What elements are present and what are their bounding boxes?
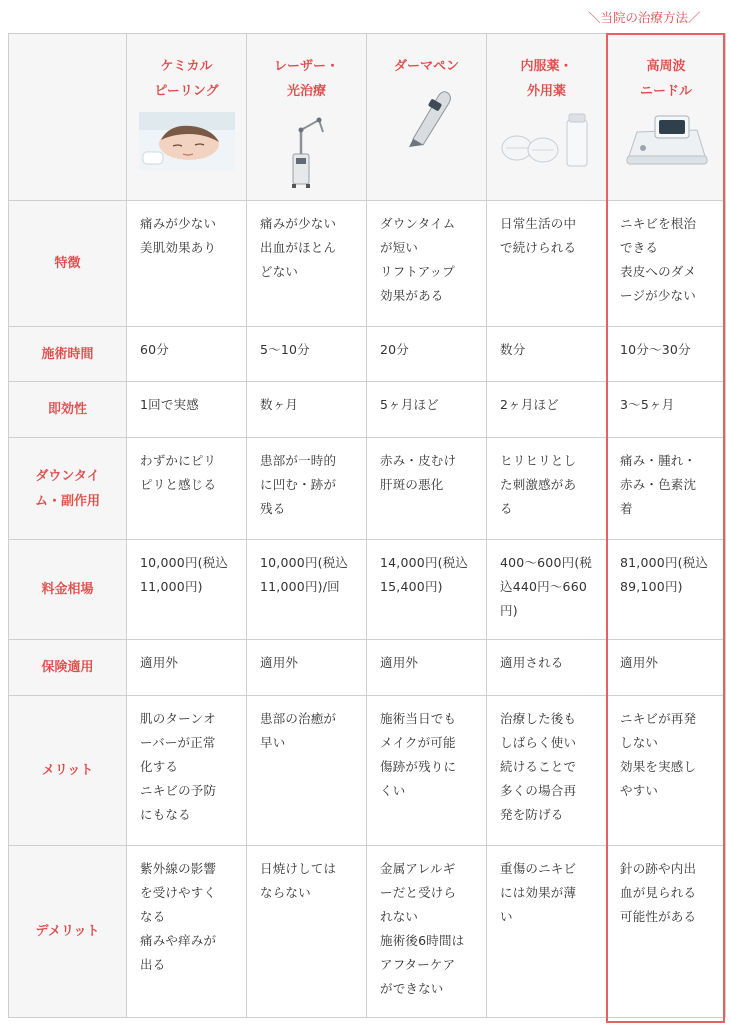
table-cell: 痛みが少ない 美肌効果あり: [127, 201, 247, 327]
table-cell: 日常生活の中 で続けられる: [487, 201, 607, 327]
table-cell: 金属アレルギ ーだと受けら れない 施術後6時間は アフターケア ができない: [367, 846, 487, 1018]
pills-and-tube-icon: [499, 112, 595, 170]
corner-cell: [9, 34, 127, 201]
table-row-immediacy: [9, 382, 726, 438]
table-row-price: [9, 540, 726, 640]
table-cell: 肌のターンオ ーバーが正常 化する ニキビの予防 にもなる: [127, 696, 247, 846]
clinic-method-tag: ＼当院の治療方法／: [588, 10, 701, 25]
column-header-label: ダーマペン: [393, 59, 459, 74]
row-header: 特徴: [9, 201, 127, 327]
table-cell: わずかにピリ ピリと感じる: [127, 438, 247, 540]
laser-machine-icon: [287, 112, 327, 190]
table-cell: 60分: [127, 327, 247, 382]
row-header: 施術時間: [9, 327, 127, 382]
column-header-label: 内服薬・ 外用薬: [520, 59, 573, 99]
table-cell: 10分〜30分: [607, 327, 726, 382]
table-cell: 3〜5ヶ月: [607, 382, 726, 438]
table-cell: ニキビを根治 できる 表皮へのダメ ージが少ない: [607, 201, 726, 327]
table-cell: 重傷のニキビ には効果が薄 い: [487, 846, 607, 1018]
table-cell: 日焼けしては ならない: [247, 846, 367, 1018]
column-header-medication: [487, 34, 607, 201]
column-header-label: ケミカル ピーリング: [154, 59, 219, 99]
treatment-comparison-table: [8, 33, 726, 1018]
row-header: ダウンタイ ム・副作用: [9, 438, 127, 540]
table-cell: 適用外: [607, 640, 726, 696]
table-cell: 紫外線の影響 を受けやすく なる 痛みや痒みが 出る: [127, 846, 247, 1018]
table-cell: 5ヶ月ほど: [367, 382, 487, 438]
column-header-laser: [247, 34, 367, 201]
table-cell: ニキビが再発 しない 効果を実感し やすい: [607, 696, 726, 846]
table-cell: 数ヶ月: [247, 382, 367, 438]
table-cell: 10,000円(税込 11,000円)/回: [247, 540, 367, 640]
table-cell: 痛み・腫れ・ 赤み・色素沈 着: [607, 438, 726, 540]
header-row: [9, 34, 726, 201]
table-cell: 20分: [367, 327, 487, 382]
table-cell: 14,000円(税込 15,400円): [367, 540, 487, 640]
table-cell: 施術当日でも メイクが可能 傷跡が残りに くい: [367, 696, 487, 846]
table-cell: ダウンタイム が短い リフトアップ 効果がある: [367, 201, 487, 327]
table-row-insurance: [9, 640, 726, 696]
table-cell: 痛みが少ない 出血がほとん どない: [247, 201, 367, 327]
table-cell: ヒリヒリとし た刺激感があ る: [487, 438, 607, 540]
table-row-downtime: [9, 438, 726, 540]
column-header-label: レーザー・ 光治療: [273, 59, 339, 99]
rf-device-icon: [621, 112, 711, 170]
row-header: 保険適用: [9, 640, 127, 696]
table-cell: 2ヶ月ほど: [487, 382, 607, 438]
row-header: 料金相場: [9, 540, 127, 640]
table-cell: 赤み・皮むけ 肝斑の悪化: [367, 438, 487, 540]
column-header-chemical-peel: [127, 34, 247, 201]
table-cell: 数分: [487, 327, 607, 382]
column-header-rf-needle: [607, 34, 726, 201]
face-peel-photo-icon: [139, 112, 235, 170]
table-cell: 適用外: [367, 640, 487, 696]
table-row-merits: [9, 696, 726, 846]
row-header: メリット: [9, 696, 127, 846]
dermapen-icon: [399, 87, 455, 149]
table-cell: 適用外: [247, 640, 367, 696]
table-row-features: [9, 201, 726, 327]
table-row-demerits: [9, 846, 726, 1018]
table-cell: 患部の治癒が 早い: [247, 696, 367, 846]
table-cell: 400〜600円(税 込440円〜660 円): [487, 540, 607, 640]
table-cell: 1回で実感: [127, 382, 247, 438]
table-cell: 患部が一時的 に凹む・跡が 残る: [247, 438, 367, 540]
table-cell: 81,000円(税込 89,100円): [607, 540, 726, 640]
table-cell: 5〜10分: [247, 327, 367, 382]
table-cell: 適用外: [127, 640, 247, 696]
table-cell: 針の跡や内出 血が見られる 可能性がある: [607, 846, 726, 1018]
table-row-duration: [9, 327, 726, 382]
row-header: 即効性: [9, 382, 127, 438]
row-header: デメリット: [9, 846, 127, 1018]
table-cell: 治療した後も しばらく使い 続けることで 多くの場合再 発を防げる: [487, 696, 607, 846]
column-header-label: 高周波 ニードル: [639, 59, 692, 99]
table-cell: 10,000円(税込 11,000円): [127, 540, 247, 640]
table-cell: 適用される: [487, 640, 607, 696]
column-header-dermapen: [367, 34, 487, 201]
